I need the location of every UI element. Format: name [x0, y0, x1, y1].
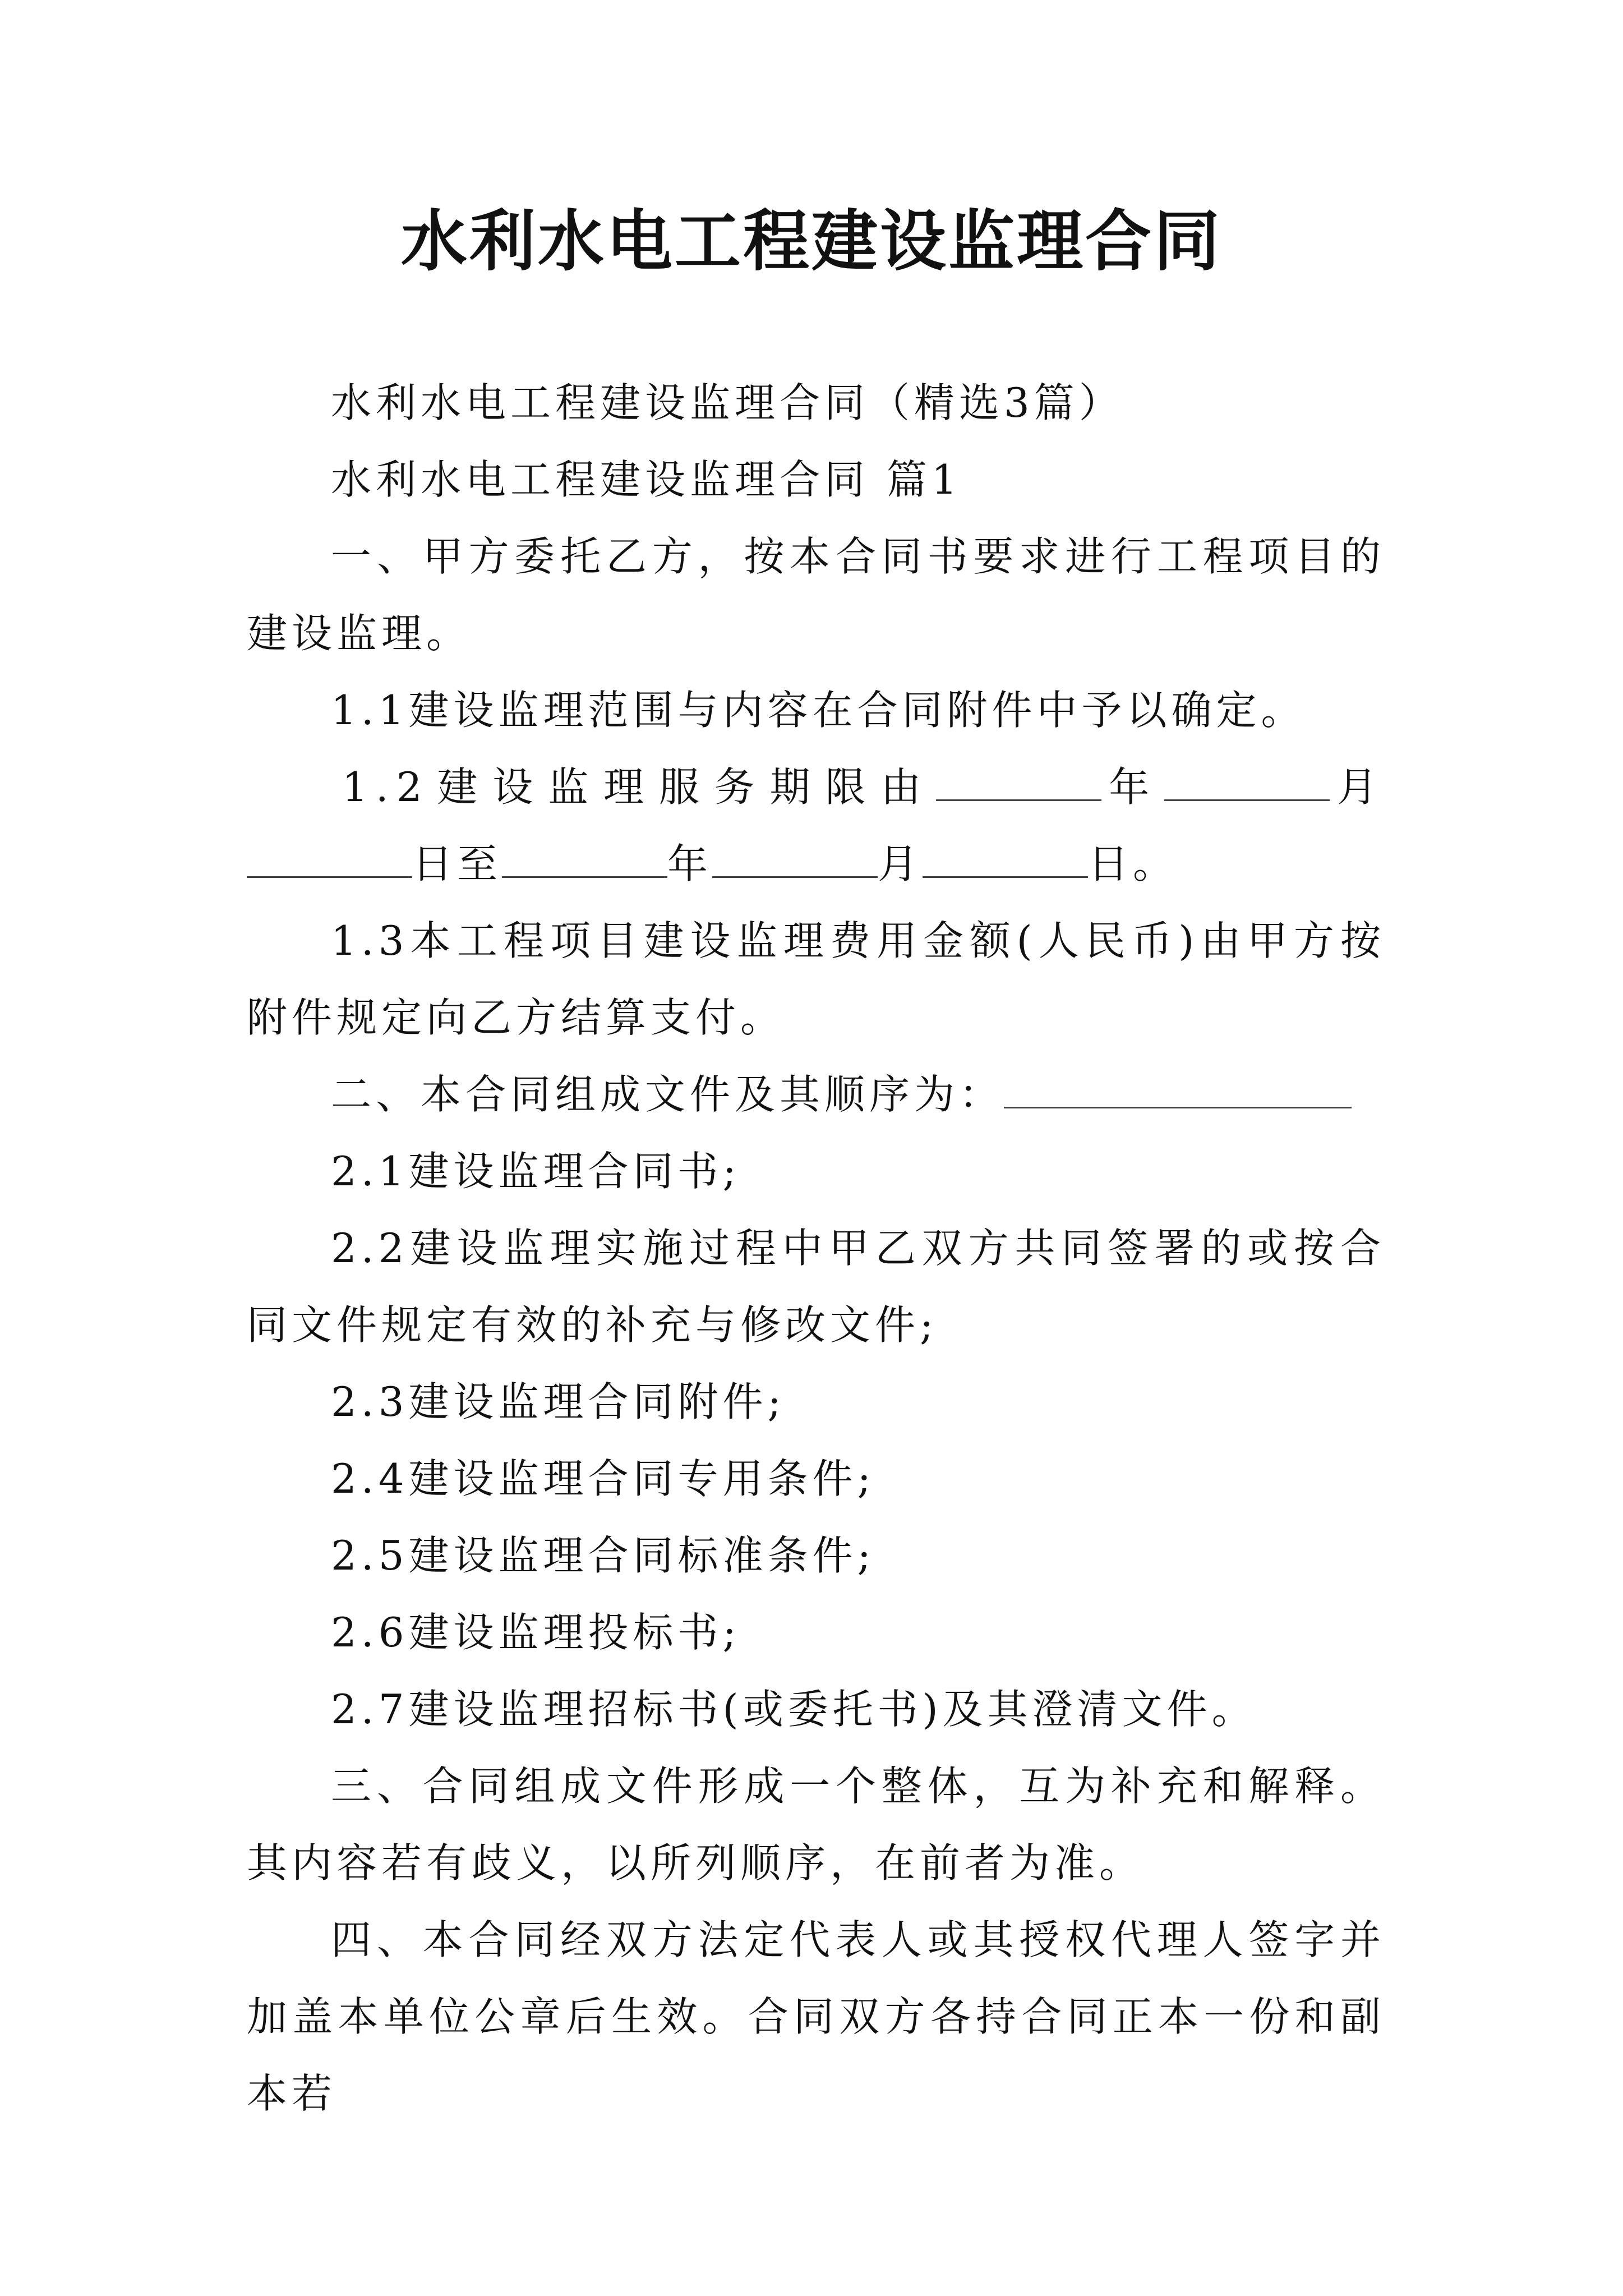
term-year-1: 年: [1101, 763, 1165, 811]
paragraph-clause-2-3: 2.3建设监理合同附件;: [331, 1378, 786, 1425]
blank-year-1: [936, 767, 1101, 801]
clause-2-text: 二、本合同组成文件及其顺序为：: [331, 1071, 1004, 1118]
paragraph-clause-1-3: 1.3本工程项目建设监理费用金额(人民币)由甲方按附件规定向乙方结算支付。: [247, 917, 1385, 1041]
paragraph-clause-2-7: 2.7建设监理招标书(或委托书)及其澄清文件。: [331, 1686, 1257, 1733]
paragraph-subtitle: 水利水电工程建设监理合同（精选3篇）: [331, 379, 1124, 426]
paragraph-clause-1: 一、甲方委托乙方，按本合同书要求进行工程项目的建设监理。: [247, 533, 1385, 657]
term-year-2: 年: [667, 840, 713, 887]
paragraph-clause-1-2: [247, 749, 1385, 903]
term-month-2: 月: [878, 840, 923, 887]
blank-year-2: [502, 844, 667, 878]
blank-clause-2: [1004, 1074, 1352, 1108]
paragraph-clause-4: 四、本合同经双方法定代表人或其授权代理人签字并加盖本单位公章后生效。合同双方各持合同正本一份和副本若: [247, 1916, 1385, 2117]
paragraph-clause-3: 三、合同组成文件形成一个整体，互为补充和解释。其内容若有歧义，以所列顺序，在前者为准。: [247, 1763, 1385, 1887]
term-line-1: [247, 749, 1385, 826]
term-month-1: 月: [1330, 763, 1385, 811]
paragraph-clause-2-2: 2.2建设监理实施过程中甲乙双方共同签署的或按合同文件规定有效的补充与修改文件;: [247, 1225, 1385, 1349]
paragraph-clause-1-1: 1.1建设监理范围与内容在合同附件中予以确定。: [331, 687, 1306, 734]
blank-day-2: [923, 844, 1088, 878]
document-body: [247, 365, 1385, 2132]
paragraph-clause-2: [247, 1056, 1385, 1133]
document-title: 水利水电工程建设监理合同: [400, 202, 1222, 280]
blank-month-2: [712, 844, 878, 878]
term-day-to: 日至: [412, 840, 502, 887]
paragraph-clause-2-1: 2.1建设监理合同书;: [331, 1148, 741, 1195]
paragraph-clause-2-4: 2.4建设监理合同专用条件;: [331, 1455, 875, 1502]
term-line-2: [247, 826, 1385, 903]
paragraph-clause-2-5: 2.5建设监理合同标准条件;: [331, 1532, 875, 1579]
paragraph-part-heading: 水利水电工程建设监理合同 篇1: [331, 456, 962, 503]
term-text: 1.2建设监理服务期限由: [342, 763, 937, 811]
blank-day-1: [247, 844, 412, 878]
paragraph-clause-2-6: 2.6建设监理投标书;: [331, 1609, 741, 1656]
blank-month-1: [1164, 767, 1330, 801]
term-day-end: 日。: [1088, 840, 1178, 887]
